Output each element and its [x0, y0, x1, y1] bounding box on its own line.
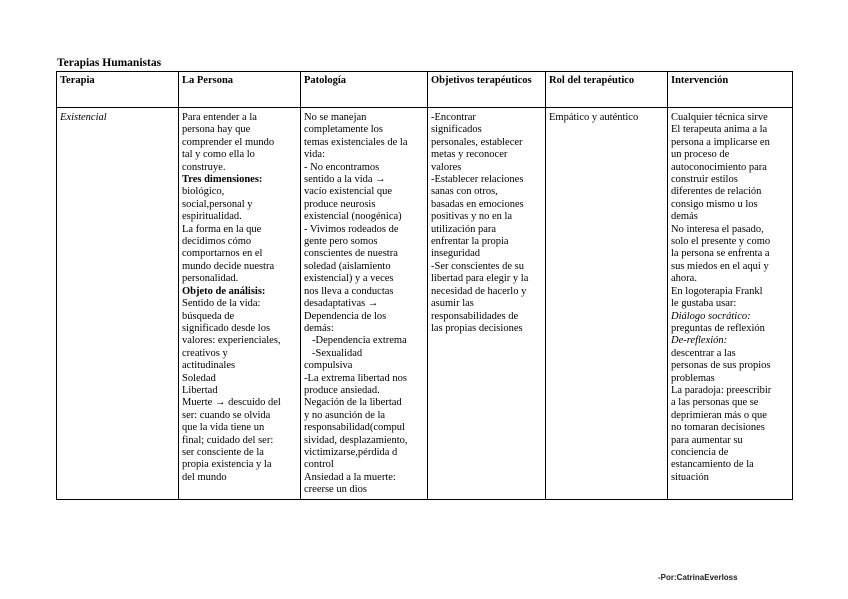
- cell-line: produce neurosis: [304, 198, 376, 210]
- cell-line: social,personal y: [182, 198, 253, 210]
- cell-line: y no asunción de la: [304, 409, 386, 421]
- cell-line: metas y reconocer: [431, 149, 508, 161]
- cell-line: completamente los: [304, 124, 384, 136]
- cell-line: ser consciente de la: [182, 446, 264, 458]
- cell-line: demás: [671, 211, 698, 223]
- cell-line: tal y como ella lo: [182, 149, 255, 161]
- cell-line: creativos y: [182, 347, 228, 359]
- cell-line: diferentes de relación: [671, 186, 762, 198]
- cell-line: desadaptativas →: [304, 298, 379, 310]
- cell-line: gente pero somos: [304, 236, 378, 248]
- document-title: Terapias Humanistas: [57, 57, 162, 69]
- cell-line: - Vivimos rodeados de: [304, 223, 399, 235]
- cell-line: personalidad.: [182, 273, 239, 285]
- cell-line: situación: [671, 471, 709, 483]
- cell-line: la persona se enfrenta a: [671, 248, 770, 260]
- cell-line: valores: experienciales,: [182, 335, 281, 347]
- cell-patologia: [301, 108, 428, 500]
- table-header-row: [57, 72, 793, 108]
- cell-line: victimizarse,pérdida d: [304, 446, 398, 458]
- cell-line: final; cuidado del ser:: [182, 434, 274, 446]
- cell-line: valores: [431, 161, 462, 173]
- cell-persona: [179, 108, 301, 500]
- cell-line: Libertad: [182, 384, 218, 396]
- cell-line: conciencia de: [671, 446, 729, 458]
- header-intervencion: Intervención: [668, 72, 793, 108]
- header-objetivos: Objetivos terapéuticos: [428, 72, 546, 108]
- cell-line: no tomaran decisiones: [671, 422, 765, 434]
- cell-line: control: [304, 459, 334, 471]
- cell-line: vida:: [304, 149, 325, 161]
- cell-line: Negación de la libertad: [304, 397, 402, 409]
- header-la-persona: La Persona: [179, 72, 301, 108]
- therapy-table: [56, 71, 793, 500]
- cell-line: -La extrema libertad nos: [304, 372, 407, 384]
- cell-line: No interesa el pasado,: [671, 223, 764, 235]
- cell-line: a las personas que se: [671, 397, 759, 409]
- cell-line: comprender el mundo: [182, 136, 275, 148]
- cell-line: persona hay que: [182, 124, 251, 136]
- cell-line: Ansiedad a la muerte:: [304, 471, 396, 483]
- cell-line: mundo decide nuestra: [182, 260, 275, 272]
- cell-line: En logoterapia Frankl: [671, 285, 763, 297]
- cell-line: Dependencia de los: [304, 310, 387, 322]
- cell-line: estancamiento de la: [671, 459, 754, 471]
- cell-line: comportarnos en el: [182, 248, 263, 260]
- cell-line: Muerte → descuido del: [182, 397, 281, 409]
- cell-line: Sentido de la vida:: [182, 298, 261, 310]
- cell-line: -Dependencia extrema: [312, 335, 407, 347]
- cell-line: No se manejan: [304, 112, 367, 123]
- cell-line: personales, establecer: [431, 136, 523, 148]
- cell-line: problemas: [671, 372, 715, 384]
- header-patologia: Patología: [301, 72, 428, 108]
- rol-text: Empático y auténtico: [549, 112, 639, 123]
- cell-line: responsabilidad(compul: [304, 422, 405, 434]
- cell-line: construye.: [182, 161, 226, 173]
- cell-line: descentrar a las: [671, 347, 736, 359]
- cell-line: utilización para: [431, 223, 497, 235]
- cell-line: soledad (aislamiento: [304, 260, 391, 272]
- cell-line: temas existenciales de la: [304, 136, 408, 148]
- cell-terapia: [57, 108, 179, 500]
- cell-line: La paradoja: preescribir: [671, 384, 772, 396]
- cell-intervencion: [668, 108, 793, 500]
- cell-line: significados: [431, 124, 482, 136]
- cell-line: -Sexualidad: [312, 347, 363, 359]
- cell-line: conscientes de nuestra: [304, 248, 398, 260]
- cell-line: biológico,: [182, 186, 225, 198]
- cell-line: demás:: [304, 322, 334, 334]
- cell-line: enfrentar la propia: [431, 236, 509, 248]
- cell-line: que la vida tiene un: [182, 422, 265, 434]
- cell-line: consigo mismo u los: [671, 198, 758, 210]
- cell-line: De-reflexión:: [671, 335, 728, 347]
- cell-line: asumir las: [431, 298, 474, 310]
- cell-line: sentido a la vida →: [304, 174, 386, 186]
- cell-line: Para entender a la: [182, 112, 257, 123]
- cell-line: existencial) y a veces: [304, 273, 394, 285]
- cell-line: búsqueda de: [182, 310, 235, 322]
- cell-line: Soledad: [182, 372, 216, 384]
- cell-line: Cualquier técnica sirve: [671, 112, 768, 123]
- cell-line: deprimieran más o que: [671, 409, 767, 421]
- cell-line: La forma en la que: [182, 223, 262, 235]
- cell-line: basadas en emociones: [431, 198, 524, 210]
- cell-line: persona a implicarse en: [671, 136, 770, 148]
- cell-line: sividad, desplazamiento,: [304, 434, 408, 446]
- cell-line: -Encontrar: [431, 112, 476, 123]
- cell-line: propia existencia y la: [182, 459, 272, 471]
- cell-line: solo el presente y como: [671, 236, 771, 248]
- cell-line: responsabilidades de: [431, 310, 519, 322]
- cell-rol: [546, 108, 668, 500]
- cell-objetivos: [428, 108, 546, 500]
- cell-line: positivas y no en la: [431, 211, 513, 223]
- cell-line: un proceso de: [671, 149, 730, 161]
- cell-line: nos lleva a conductas: [304, 285, 394, 297]
- cell-line: sanas con otros,: [431, 186, 498, 198]
- cell-line: necesidad de hacerlo y: [431, 285, 527, 297]
- cell-line: del mundo: [182, 471, 227, 483]
- cell-line: libertad para elegir y la: [431, 273, 529, 285]
- cell-line: -Establecer relaciones: [431, 174, 524, 186]
- cell-line: autoconocimiento para: [671, 161, 767, 173]
- cell-line: personas de sus propios: [671, 360, 771, 372]
- cell-line: preguntas de reflexión: [671, 322, 765, 334]
- cell-line: vacío existencial que: [304, 186, 393, 198]
- cell-line: Diálogo socrático:: [671, 310, 751, 322]
- cell-line: para aumentar su: [671, 434, 743, 446]
- terapia-name: Existencial: [60, 112, 107, 123]
- header-rol: Rol del terapéutico: [546, 72, 668, 108]
- cell-line: - No encontramos: [304, 161, 380, 173]
- cell-line: El terapeuta anima a la: [671, 124, 768, 136]
- cell-line: existencial (noogénica): [304, 211, 402, 223]
- cell-line: produce ansiedad.: [304, 384, 380, 396]
- cell-line: sus miedos en el aquí y: [671, 260, 769, 272]
- cell-line: le gustaba usar:: [671, 298, 737, 310]
- cell-line: las propias decisiones: [431, 322, 523, 334]
- cell-line: espiritualidad.: [182, 211, 242, 223]
- cell-line: -Ser conscientes de su: [431, 260, 525, 272]
- cell-line: Objeto de análisis:: [182, 285, 266, 297]
- cell-line: compulsiva: [304, 360, 353, 372]
- cell-line: decidimos cómo: [182, 236, 252, 248]
- cell-line: creerse un dios: [304, 484, 367, 496]
- cell-line: inseguridad: [431, 248, 480, 260]
- author-credit: -Por:CatrinaEverloss: [658, 573, 738, 582]
- cell-line: ahora.: [671, 273, 697, 285]
- cell-line: Tres dimensiones:: [182, 174, 263, 186]
- cell-line: actitudinales: [182, 360, 236, 372]
- cell-line: significado desde los: [182, 322, 271, 334]
- cell-line: construir estilos: [671, 174, 738, 186]
- table-row: [57, 108, 793, 500]
- header-terapia: Terapia: [57, 72, 179, 108]
- cell-line: ser: cuando se olvida: [182, 409, 271, 421]
